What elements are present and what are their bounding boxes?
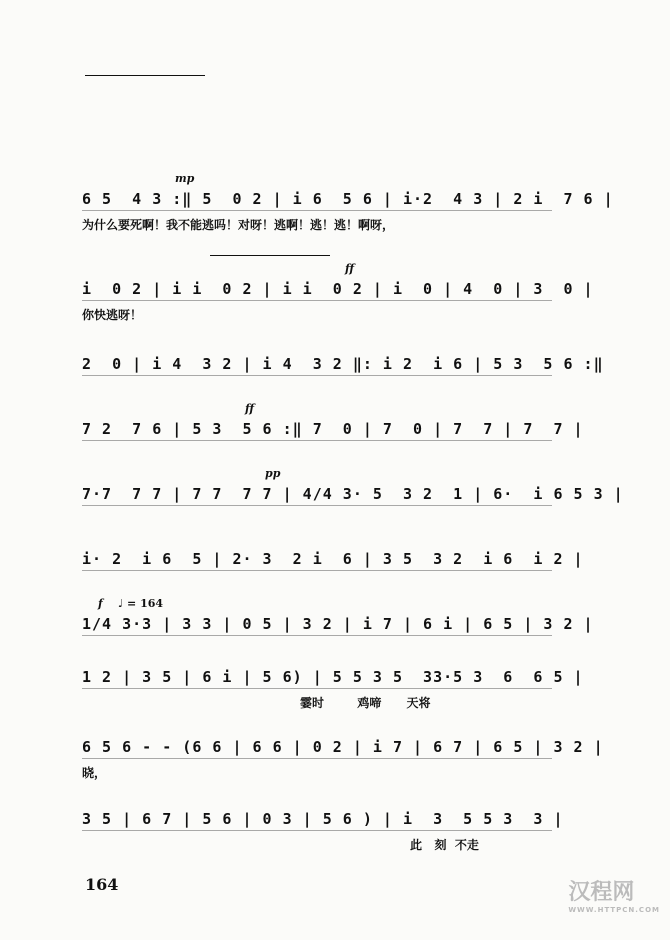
score-line xyxy=(0,402,670,470)
notation: 7 2 7 6 | 5 3 5 6 :‖ 7 0 | 7 0 | 7 7 | 7 7 | xyxy=(82,420,584,438)
score-line xyxy=(0,262,670,330)
beam-line xyxy=(82,300,552,301)
beam-line xyxy=(82,505,552,506)
hairpin xyxy=(85,75,205,76)
notation: 3 5 | 6 7 | 5 6 | 0 3 | 5 6 ) | i 3 5 5 3 3 | xyxy=(82,810,564,828)
dynamic-mark: pp xyxy=(265,467,281,480)
notation: 1/4 3·3 | 3 3 | 0 5 | 3 2 | i 7 | 6 i | 6 5 | 3 2 | xyxy=(82,615,594,633)
dynamic-mark: mp xyxy=(175,172,195,185)
lyric: 此 刻 不走 xyxy=(410,838,479,852)
beam-line xyxy=(82,210,552,211)
tempo-mark: ♩ = 164 xyxy=(118,597,164,610)
score-line xyxy=(0,467,670,535)
notation: 1 2 | 3 5 | 6 i | 5 6) | 5 5 3 5 33·5 3 6 6 5 | xyxy=(82,668,584,686)
score-line xyxy=(0,597,670,665)
notation: 7·7 7 7 | 7 7 7 7 | 4/4 3· 5 3 2 1 | 6· i 6 5 3 | xyxy=(82,485,624,503)
beam-line xyxy=(82,375,552,376)
dynamic-mark: f xyxy=(98,597,103,610)
beam-line xyxy=(82,440,552,441)
dynamic-mark: ff xyxy=(245,402,255,415)
beam-line xyxy=(82,570,552,571)
beam-line xyxy=(82,758,552,759)
lyric: 为什么要死啊！我不能逃吗！对呀！逃啊！逃！逃！啊呀， xyxy=(82,218,395,232)
notation: i· 2 i 6 5 | 2· 3 2 i 6 | 3 5 3 2 i 6 i 2 | xyxy=(82,550,584,568)
lyric: 你快逃呀！ xyxy=(82,308,143,322)
notation: 6 5 4 3 :‖ 5 0 2 | i 6 5 6 | i·2 4 3 | 2 i 7 6 | xyxy=(82,190,614,208)
page-number: 164 xyxy=(85,875,119,894)
score-line xyxy=(0,172,670,240)
notation: i 0 2 | i i 0 2 | i i 0 2 | i 0 | 4 0 | 3 0 | xyxy=(82,280,594,298)
score-line xyxy=(0,355,670,405)
notation: 2 0 | i 4 3 2 | i 4 3 2 ‖: i 2 i 6 | 5 3 5 6 :‖ xyxy=(82,355,604,373)
watermark xyxy=(568,875,660,914)
beam-line xyxy=(82,830,552,831)
notation: 6 5 6 - - (6 6 | 6 6 | 0 2 | i 7 | 6 7 | 6 5 | 3 2 | xyxy=(82,738,604,756)
lyric: 霎时 鸡啼 天将 xyxy=(300,696,431,710)
score-line xyxy=(0,810,670,860)
watermark-sub: WWW.HTTPCN.COM xyxy=(568,906,660,914)
dynamic-mark: ff xyxy=(345,262,355,275)
beam-line xyxy=(82,635,552,636)
lyric: 晓， xyxy=(82,766,107,780)
score-line xyxy=(0,668,670,718)
score-line xyxy=(0,738,670,788)
beam-line xyxy=(82,688,552,689)
score-line xyxy=(0,550,670,600)
watermark-text: 汉程网 xyxy=(568,880,635,905)
hairpin xyxy=(210,255,330,256)
